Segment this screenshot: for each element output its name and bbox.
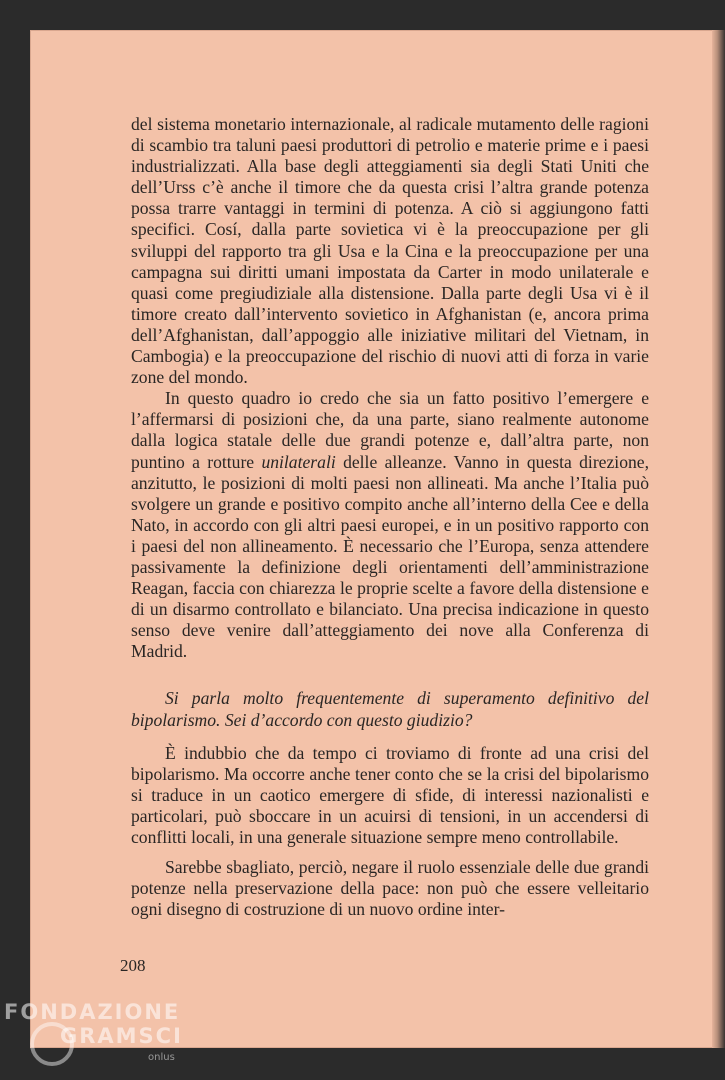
paragraph-framework-text-2: delle alleanze. Vanno in questa direzione, anzitutto, le posizioni di molti paesi non allineati. Ma anche l’Italia può svolgere un grande e positivo compito anche all’interno della Cee e della Nato, in accordo con gli altri paesi europei, e in un positivo rapporto con i paesi del non allineamento. È necessario che l’Europa, senza attendere passivamente la definizione degli orientamenti dell’amministrazione Reagan, faccia con chiarezza le proprie scelte a favore della distensione e di un disarmo controllato e bilanciato. Una precisa indicazione in questo senso deve venire dall’atteggiamento dei nove alla Conferenza di Madrid. bbox=[131, 451, 649, 662]
watermark bbox=[4, 1000, 183, 1048]
page-number: 208 bbox=[120, 956, 146, 975]
paragraph-framework bbox=[131, 388, 649, 662]
watermark-line2: GRAMSCI bbox=[60, 1024, 183, 1048]
paragraph-continuation: del sistema monetario internazionale, al radicale mutamento delle ragioni di scambio tra taluni paesi produttori di petrolio e materie prime e i paesi industrializzati. Alla base degli atteggiamenti sia degli Stati Uniti che dell’Urss c’è anche il timore che da questa crisi l’altra grande potenza possa trarre vantaggi in termini di potenza. A ciò si aggiungono fatti specifici. Cosí, dalla parte sovietica vi è la preoccupazione per gli sviluppi del rapporto tra gli Usa e la Cina e la preoccupazione per una campagna sui diritti umani impostata da Carter in modo unilaterale e quasi come pregiudiziale alla distensione. Dalla parte degli Usa vi è il timore creato dall’intervento sovietico in Afghanistan (e, ancora prima dell’Afghanistan, dall’appoggio alle iniziative militari del Vietnam, in Cambogia) e la preoccupazione del rischio di nuovi atti di forza in varie zone del mondo. bbox=[131, 114, 649, 388]
answer-paragraph-1: È indubbio che da tempo ci troviamo di fronte ad una crisi del bipolarismo. Ma occorre anche tener conto che se la crisi del bipolarismo si traduce in un caotico emergere di sfide, di interessi nazionalisti e particolari, può sboccare in un acuirsi di tensioni, in un accendersi di conflitti locali, in una generale situazione sempre meno controllabile. bbox=[131, 742, 649, 847]
page-edge bbox=[712, 30, 725, 1048]
answer-paragraph-2: Sarebbe sbagliato, perciò, negare il ruolo essenziale delle due grandi potenze nella preservazione della pace: non può che essere velleitario ogni disegno di costruzione di un nuovo ordine inter- bbox=[131, 857, 649, 920]
interview-question: Si parla molto frequentemente di superamento definitivo del bipolarismo. Sei d’accordo con questo giudizio? bbox=[131, 688, 649, 730]
emphasis-unilaterali: unilaterali bbox=[261, 451, 336, 472]
body-text bbox=[131, 114, 649, 920]
watermark-sub: onlus bbox=[148, 1052, 175, 1063]
paragraph-framework-text: In questo quadro io credo che sia un fatto positivo l’emergere e l’affermarsi di posizioni che, da una parte, siano realmente autonome dalla logica statale delle due grandi potenze e, dall’altra parte, non puntino a rotture bbox=[131, 388, 649, 472]
watermark-line1: FONDAZIONE bbox=[4, 1000, 181, 1024]
